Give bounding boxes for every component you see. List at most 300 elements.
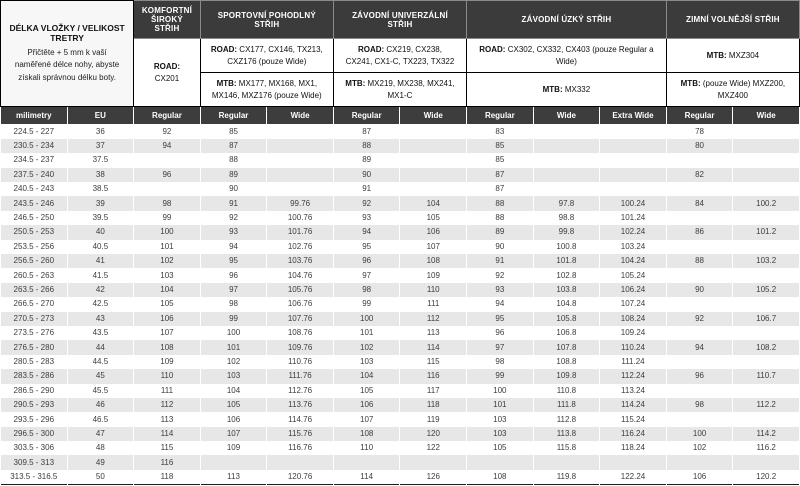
model-list-4-1: ROAD: CX302, CX332, CX403 (pouze Regular a Wide) (467, 39, 667, 73)
cell: 85 (467, 139, 534, 153)
table-row (1, 297, 800, 311)
table-row (1, 427, 800, 441)
cell: 40.5 (67, 240, 134, 254)
cell: 109.8 (533, 369, 600, 383)
model-list-2-1: ROAD: CX177, CX146, TX213, CXZ176 (pouze Wide) (200, 39, 333, 73)
cell (733, 139, 800, 153)
model-list-2-2: MTB: MX177, MX168, MX1, MX146, MXZ176 (pouze Wide) (200, 73, 333, 107)
cell: 116.24 (600, 427, 667, 441)
cell: 112.76 (267, 384, 334, 398)
cell: 106 (333, 398, 400, 412)
cell (400, 168, 467, 182)
table-row (1, 355, 800, 369)
table-row (1, 254, 800, 268)
cell: 85 (200, 125, 267, 139)
cell (666, 240, 733, 254)
cell: 105.76 (267, 283, 334, 297)
cell: 283.5 - 286 (1, 369, 68, 383)
cell: 276.5 - 280 (1, 340, 68, 354)
cell: 110 (134, 369, 201, 383)
cell: 112.8 (533, 412, 600, 426)
cell: 115 (134, 441, 201, 455)
cell: 96 (134, 168, 201, 182)
cell: 101 (333, 326, 400, 340)
cell: 101 (200, 340, 267, 354)
cell (666, 153, 733, 167)
cell: 256.5 - 260 (1, 254, 68, 268)
cell: 111.8 (533, 398, 600, 412)
cell: 115.76 (267, 427, 334, 441)
cell: 118 (134, 470, 201, 484)
cell: 42.5 (67, 297, 134, 311)
cell: 107 (134, 326, 201, 340)
cell: 111.76 (267, 369, 334, 383)
cell: 108.8 (533, 355, 600, 369)
cell: 38.5 (67, 182, 134, 196)
cell (600, 139, 667, 153)
cell: 113 (134, 412, 201, 426)
model-list-3-2: MTB: MX219, MX238, MX241, MX1-C (333, 73, 466, 107)
column-header-extra-wide-10: Extra Wide (600, 107, 667, 125)
cell: 88 (467, 196, 534, 210)
cell: 111 (400, 297, 467, 311)
cell: 101.8 (533, 254, 600, 268)
column-header-row (1, 107, 800, 125)
cell: 112 (134, 398, 201, 412)
cell: 86 (666, 225, 733, 239)
cell: 114.24 (600, 398, 667, 412)
cell: 102 (333, 340, 400, 354)
cell: 116.2 (733, 441, 800, 455)
column-header-regular-8: Regular (467, 107, 534, 125)
cell: 103.2 (733, 254, 800, 268)
cell: 96 (200, 268, 267, 282)
cell: 108 (134, 340, 201, 354)
cell: 103 (467, 427, 534, 441)
cell: 87 (467, 168, 534, 182)
cell (267, 455, 334, 469)
cell: 80 (666, 139, 733, 153)
cell: 103 (467, 412, 534, 426)
info-box-description: Přičtěte + 5 mm k vaší naměřené délce nohy, abyste získali správnou délku boty. (14, 47, 120, 82)
table-row (1, 398, 800, 412)
cell: 39 (67, 196, 134, 210)
table-row (1, 384, 800, 398)
cell: 98 (333, 283, 400, 297)
cell: 105 (333, 384, 400, 398)
cell: 108 (333, 427, 400, 441)
table-row (1, 168, 800, 182)
cell: 89 (333, 153, 400, 167)
cell: 99 (333, 297, 400, 311)
cell: 88 (333, 139, 400, 153)
cell: 109.24 (600, 326, 667, 340)
cell: 104.24 (600, 254, 667, 268)
cell (400, 182, 467, 196)
cell: 45.5 (67, 384, 134, 398)
cell: 230.5 - 234 (1, 139, 68, 153)
cell: 108.76 (267, 326, 334, 340)
cell: 92 (666, 312, 733, 326)
cell: 46 (67, 398, 134, 412)
cell: 45 (67, 369, 134, 383)
cell (134, 153, 201, 167)
cell (267, 168, 334, 182)
column-header-regular-4: Regular (200, 107, 267, 125)
cell: 100 (333, 312, 400, 326)
cell: 112 (400, 312, 467, 326)
table-row (1, 139, 800, 153)
cell: 113.24 (600, 384, 667, 398)
cell: 126 (400, 470, 467, 484)
cell: 97 (333, 268, 400, 282)
table-row (1, 470, 800, 484)
cell: 114 (134, 427, 201, 441)
cell: 103 (134, 268, 201, 282)
cell: 102 (200, 355, 267, 369)
cell (733, 384, 800, 398)
cell (533, 455, 600, 469)
cell: 41.5 (67, 268, 134, 282)
cell: 286.5 - 290 (1, 384, 68, 398)
cell: 111.24 (600, 355, 667, 369)
cell (400, 455, 467, 469)
cell: 93 (467, 283, 534, 297)
cell: 42 (67, 283, 134, 297)
category-header-4: ZÁVODNÍ ÚZKÝ STŘIH (467, 1, 667, 39)
cell: 100.8 (533, 240, 600, 254)
cell: 84 (666, 196, 733, 210)
info-box-title: DÉLKA VLOŽKY / VELIKOST TRETRY (9, 22, 125, 43)
cell: 114 (400, 340, 467, 354)
cell: 103.76 (267, 254, 334, 268)
model-list-1-1: ROAD: CX201 (134, 39, 201, 107)
cell: 105 (200, 398, 267, 412)
cell: 100 (666, 427, 733, 441)
cell: 266.5 - 270 (1, 297, 68, 311)
cell: 116.76 (267, 441, 334, 455)
table-row (1, 455, 800, 469)
cell: 95 (333, 240, 400, 254)
cell: 98 (134, 196, 201, 210)
cell (533, 125, 600, 139)
cell: 106.76 (267, 297, 334, 311)
cell: 87 (333, 125, 400, 139)
cell (400, 153, 467, 167)
cell (600, 153, 667, 167)
cell: 108 (467, 470, 534, 484)
cell (733, 125, 800, 139)
cell: 78 (666, 125, 733, 139)
cell (733, 182, 800, 196)
cell: 120 (400, 427, 467, 441)
cell: 110 (333, 441, 400, 455)
cell: 114.76 (267, 412, 334, 426)
column-header-wide-5: Wide (267, 107, 334, 125)
cell: 87 (200, 139, 267, 153)
cell: 117 (400, 384, 467, 398)
cell: 260.5 - 263 (1, 268, 68, 282)
cell: 111 (134, 384, 201, 398)
cell (533, 153, 600, 167)
cell: 108 (400, 254, 467, 268)
cell (733, 153, 800, 167)
cell: 107.76 (267, 312, 334, 326)
cell: 103 (200, 369, 267, 383)
cell: 122 (400, 441, 467, 455)
cell (666, 355, 733, 369)
cell: 101 (467, 398, 534, 412)
cell: 237.5 - 240 (1, 168, 68, 182)
cell (200, 455, 267, 469)
cell: 100.2 (733, 196, 800, 210)
cell: 113 (400, 326, 467, 340)
cell: 105.8 (533, 312, 600, 326)
cell: 106.24 (600, 283, 667, 297)
cell: 37.5 (67, 153, 134, 167)
cell (533, 182, 600, 196)
cell: 110 (400, 283, 467, 297)
cell: 47 (67, 427, 134, 441)
cell: 93 (333, 211, 400, 225)
cell: 105 (400, 211, 467, 225)
cell: 246.5 - 250 (1, 211, 68, 225)
table-row (1, 441, 800, 455)
cell: 99 (200, 312, 267, 326)
cell: 102.8 (533, 268, 600, 282)
cell (467, 455, 534, 469)
cell (600, 455, 667, 469)
cell: 93 (200, 225, 267, 239)
cell: 103.24 (600, 240, 667, 254)
cell: 49 (67, 455, 134, 469)
table-row (1, 412, 800, 426)
cell: 91 (467, 254, 534, 268)
cell: 102.24 (600, 225, 667, 239)
cell: 107.24 (600, 297, 667, 311)
cell: 103 (333, 355, 400, 369)
category-header-3: ZÁVODNÍ UNIVERZÁLNÍ STŘIH (333, 1, 466, 39)
info-box (1, 1, 134, 107)
cell (533, 168, 600, 182)
cell: 95 (467, 312, 534, 326)
cell: 94 (134, 139, 201, 153)
cell: 102.76 (267, 240, 334, 254)
cell (600, 125, 667, 139)
cell: 107 (400, 240, 467, 254)
cell: 90 (666, 283, 733, 297)
cell: 105 (134, 297, 201, 311)
cell: 109 (134, 355, 201, 369)
cell: 105.24 (600, 268, 667, 282)
cell: 270.5 - 273 (1, 312, 68, 326)
cell: 118 (400, 398, 467, 412)
cell: 101 (134, 240, 201, 254)
cell: 104 (134, 283, 201, 297)
cell: 101.24 (600, 211, 667, 225)
column-header-regular-11: Regular (666, 107, 733, 125)
cell: 50 (67, 470, 134, 484)
cell: 309.5 - 313 (1, 455, 68, 469)
cell: 109 (200, 441, 267, 455)
table-row (1, 240, 800, 254)
category-header-2: SPORTOVNÍ POHODLNÝ STŘIH (200, 1, 333, 39)
model-list-5-2: MTB: (pouze Wide) MXZ200, MXZ400 (666, 73, 799, 107)
cell: 104 (400, 196, 467, 210)
cell: 105 (467, 441, 534, 455)
cell: 102 (134, 254, 201, 268)
cell: 43 (67, 312, 134, 326)
column-header-milimetry-1: milimetry (1, 107, 68, 125)
cell: 46.5 (67, 412, 134, 426)
cell: 113.76 (267, 398, 334, 412)
cell: 97 (467, 340, 534, 354)
cell: 106.7 (733, 312, 800, 326)
cell: 110.8 (533, 384, 600, 398)
cell: 108.2 (733, 340, 800, 354)
cell: 118.24 (600, 441, 667, 455)
cell: 293.5 - 296 (1, 412, 68, 426)
cell: 96 (333, 254, 400, 268)
cell (666, 211, 733, 225)
cell: 40 (67, 225, 134, 239)
cell: 119 (400, 412, 467, 426)
cell: 88 (666, 254, 733, 268)
cell: 41 (67, 254, 134, 268)
table-row (1, 326, 800, 340)
table-row (1, 283, 800, 297)
cell (267, 153, 334, 167)
cell: 114 (333, 470, 400, 484)
cell: 82 (666, 168, 733, 182)
cell (600, 168, 667, 182)
cell: 37 (67, 139, 134, 153)
cell: 296.5 - 300 (1, 427, 68, 441)
cell: 104.8 (533, 297, 600, 311)
cell: 110.24 (600, 340, 667, 354)
cell: 90 (333, 168, 400, 182)
cell (533, 139, 600, 153)
cell (733, 355, 800, 369)
cell: 106 (400, 225, 467, 239)
cell: 109 (400, 268, 467, 282)
cell: 115.24 (600, 412, 667, 426)
cell: 99 (467, 369, 534, 383)
cell: 253.5 - 256 (1, 240, 68, 254)
cell: 97.8 (533, 196, 600, 210)
cell: 99.76 (267, 196, 334, 210)
table-row (1, 182, 800, 196)
cell (666, 384, 733, 398)
cell: 92 (333, 196, 400, 210)
cell: 104 (333, 369, 400, 383)
cell: 224.5 - 227 (1, 125, 68, 139)
cell: 96 (467, 326, 534, 340)
cell: 104.76 (267, 268, 334, 282)
cell: 113 (200, 470, 267, 484)
cell (600, 182, 667, 196)
cell: 101.2 (733, 225, 800, 239)
cell: 313.5 - 316.5 (1, 470, 68, 484)
cell: 91 (200, 196, 267, 210)
cell: 107 (200, 427, 267, 441)
column-header-wide-9: Wide (533, 107, 600, 125)
cell: 96 (666, 369, 733, 383)
cell: 120.2 (733, 470, 800, 484)
cell: 112.2 (733, 398, 800, 412)
cell: 106 (134, 312, 201, 326)
cell: 100 (134, 225, 201, 239)
cell: 115.8 (533, 441, 600, 455)
cell: 100 (467, 384, 534, 398)
cell: 105.2 (733, 283, 800, 297)
cell: 290.5 - 293 (1, 398, 68, 412)
cell (733, 297, 800, 311)
cell: 94 (200, 240, 267, 254)
cell: 98 (666, 398, 733, 412)
cell: 92 (134, 125, 201, 139)
cell: 112.24 (600, 369, 667, 383)
cell: 104 (200, 384, 267, 398)
cell: 43.5 (67, 326, 134, 340)
cell: 106 (200, 412, 267, 426)
size-table-body (1, 125, 800, 485)
cell (733, 211, 800, 225)
cell: 44.5 (67, 355, 134, 369)
cell: 113.8 (533, 427, 600, 441)
cell (267, 139, 334, 153)
cell (733, 412, 800, 426)
cell: 100 (200, 326, 267, 340)
cell: 243.5 - 246 (1, 196, 68, 210)
cell (400, 139, 467, 153)
cell: 94 (467, 297, 534, 311)
column-header-wide-7: Wide (400, 107, 467, 125)
cell: 44 (67, 340, 134, 354)
cell (666, 297, 733, 311)
cell: 87 (467, 182, 534, 196)
cell (666, 455, 733, 469)
cell: 38 (67, 168, 134, 182)
cell: 273.5 - 276 (1, 326, 68, 340)
cell: 120.76 (267, 470, 334, 484)
cell: 109.76 (267, 340, 334, 354)
cell (666, 268, 733, 282)
cell (733, 168, 800, 182)
cell: 108.24 (600, 312, 667, 326)
cell (267, 182, 334, 196)
cell: 122.24 (600, 470, 667, 484)
cell: 92 (467, 268, 534, 282)
cell: 91 (333, 182, 400, 196)
cell: 90 (467, 240, 534, 254)
cell: 48 (67, 441, 134, 455)
column-header-eu-2: EU (67, 107, 134, 125)
cell: 39.5 (67, 211, 134, 225)
cell: 119.8 (533, 470, 600, 484)
cell: 110.7 (733, 369, 800, 383)
table-row (1, 268, 800, 282)
table-row (1, 125, 800, 139)
cell (400, 125, 467, 139)
cell: 99 (134, 211, 201, 225)
table-row (1, 340, 800, 354)
cell: 100.24 (600, 196, 667, 210)
column-header-wide-12: Wide (733, 107, 800, 125)
cell: 114.2 (733, 427, 800, 441)
cell: 107 (333, 412, 400, 426)
cell: 94 (333, 225, 400, 239)
